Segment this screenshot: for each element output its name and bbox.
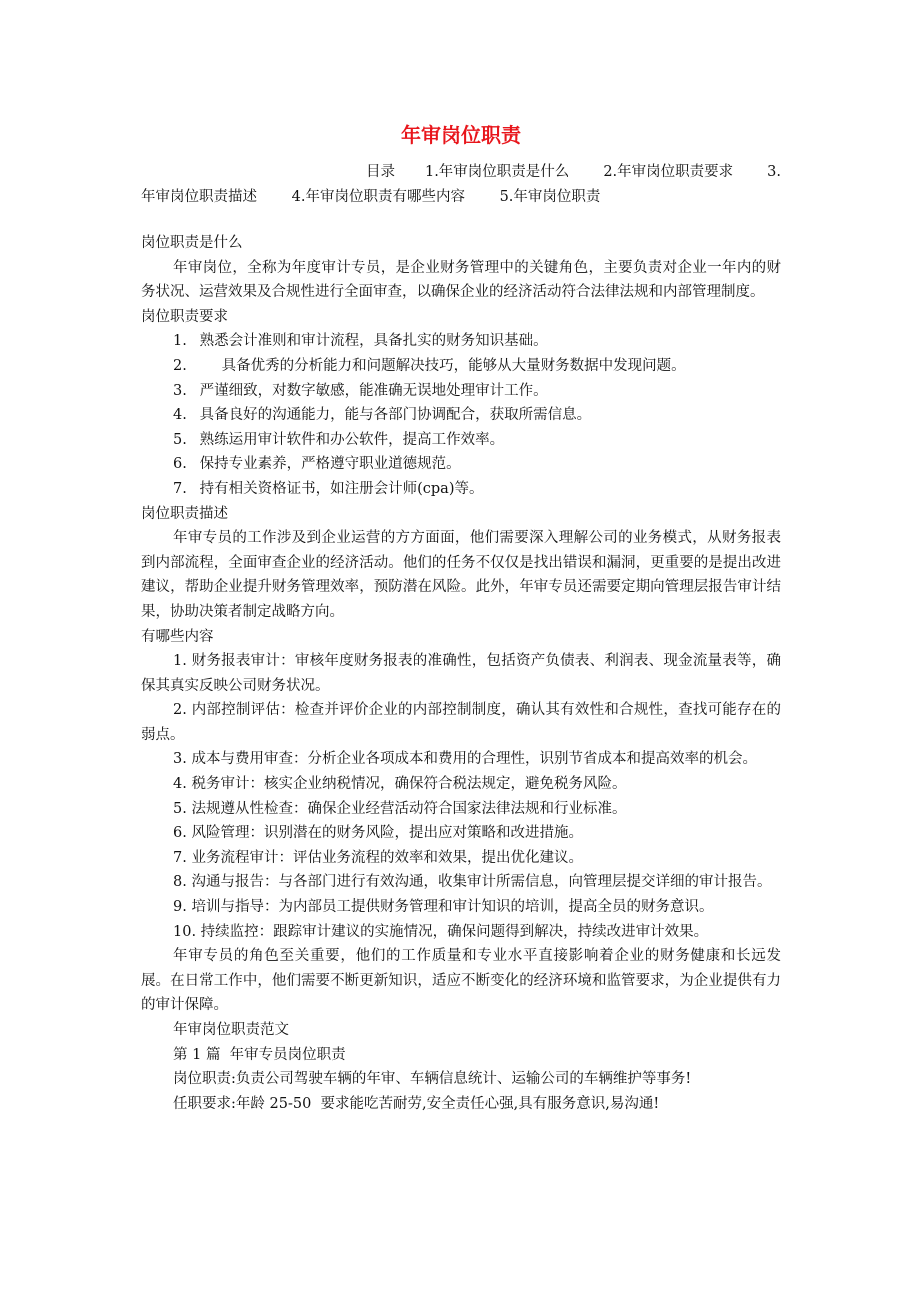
list-item: 6. 保持专业素养，严格遵守职业道德规范。 (173, 456, 461, 473)
section-heading: 有哪些内容 (141, 628, 214, 645)
paragraph: 年审岗位，全称为年度审计专员，是企业财务管理中的关键角色，主要负责对企业一年内的财务状况、运营效果及合规性进行全面审查，以确保企业的经济活动符合法律法规和内部管理制度。 (141, 259, 781, 301)
list-item: 2. 具备优秀的分析能力和问题解决技巧，能够从大量财务数据中发现问题。 (173, 357, 686, 374)
list-item: 4. 税务审计：核实企业纳税情况，确保符合税法规定，避免税务风险。 (173, 776, 627, 793)
list-item: 4. 具备良好的沟通能力，能与各部门协调配合，获取所需信息。 (173, 407, 592, 424)
duty-text: 岗位职责:负责公司驾驶车辆的年审、车辆信息统计、运输公司的车辆维护等事务! (173, 1071, 692, 1088)
section-heading: 年审岗位职责范文 (173, 1022, 289, 1038)
section-heading: 岗位职责是什么 (141, 235, 243, 251)
contents-list (141, 649, 781, 944)
toc-item[interactable]: 2.年审岗位职责要求 (603, 164, 734, 180)
document-body (141, 231, 781, 1116)
list-item: 7. 业务流程审计：评估业务流程的效率和效果，提出优化建议。 (173, 849, 583, 866)
toc-item[interactable]: 4.年审岗位职责有哪些内容 (291, 189, 465, 205)
section-heading: 岗位职责描述 (141, 505, 228, 522)
list-item: 7. 持有相关资格证书，如注册会计师(cpa)等。 (173, 480, 484, 497)
list-item: 9. 培训与指导：为内部员工提供财务管理和审计知识的培训，提高全员的财务意识。 (173, 899, 714, 916)
list-item: 5. 法规遵从性检查：确保企业经营活动符合国家法律法规和行业标准。 (173, 800, 627, 817)
requirement-text: 任职要求:年龄 25-50 要求能吃苦耐劳,安全责任心强,具有服务意识,易沟通! (173, 1095, 660, 1112)
paragraph: 年审专员的工作涉及到企业运营的方方面面，他们需要深入理解公司的业务模式，从财务报表到内部流程，全面审查企业的经济活动。他们的任务不仅仅是找出错误和漏洞，更重要的是提出改进建议，帮助企业提升财务管理效率，预防潜在风险。此外，年审专员还需要定期向管理层报告审计结果，协助决策者制定战略方向。 (141, 530, 781, 620)
toc-label: 目录 (365, 164, 395, 180)
list-item: 2. 内部控制评估：检查并评价企业的内部控制制度，确认其有效性和合规性，查找可能存在的弱点。 (141, 702, 782, 743)
page-title: 年审岗位职责 (401, 123, 521, 147)
article-title: 第 1 篇 年审专员岗位职责 (173, 1046, 346, 1063)
list-item: 3. 严谨细致，对数字敏感，能准确无误地处理审计工作。 (173, 382, 548, 399)
table-of-contents (141, 160, 781, 210)
list-item: 1. 熟悉会计准则和审计流程，具备扎实的财务知识基础。 (173, 333, 548, 350)
requirements-list (141, 329, 781, 501)
list-item: 6. 风险管理：识别潜在的财务风险，提出应对策略和改进措施。 (173, 825, 583, 842)
list-item: 10. 持续监控：跟踪审计建议的实施情况，确保问题得到解决，持续改进审计效果。 (173, 923, 709, 940)
list-item: 8. 沟通与报告：与各部门进行有效沟通，收集审计所需信息，向管理层提交详细的审计报告。 (173, 874, 772, 891)
section-heading: 岗位职责要求 (141, 308, 228, 325)
toc-item[interactable]: 1.年审岗位职责是什么 (424, 164, 570, 180)
toc-row (141, 160, 781, 185)
paragraph: 年审专员的角色至关重要，他们的工作质量和专业水平直接影响着企业的财务健康和长远发展。在日常工作中，他们需要不断更新知识，适应不断变化的经济环境和监管要求，为企业提供有力的审计保障。 (141, 948, 781, 1014)
list-item: 5. 熟练运用审计软件和办公软件，提高工作效率。 (173, 431, 505, 448)
toc-item[interactable]: 5.年审岗位职责 (499, 189, 601, 205)
list-item: 1. 财务报表审计：审核年度财务报表的准确性，包括资产负债表、利润表、现金流量表等，确保其真实反映公司财务状况。 (141, 653, 782, 694)
toc-row (141, 185, 781, 210)
toc-item[interactable]: 3. (767, 164, 781, 180)
list-item: 3. 成本与费用审查：分析企业各项成本和费用的合理性，识别节省成本和提高效率的机会。 (173, 751, 757, 768)
toc-item[interactable]: 年审岗位职责描述 (141, 189, 257, 205)
